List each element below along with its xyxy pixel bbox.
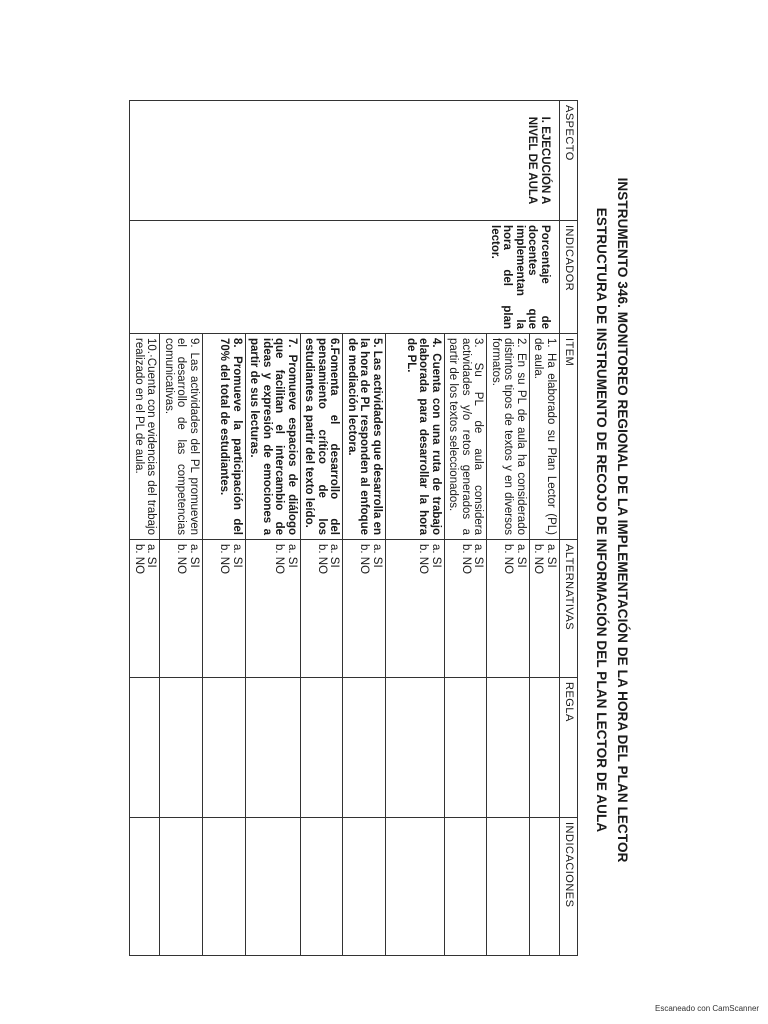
item-text: 6.Fomenta el desarrollo del pensamiento crítico de los estudiantes a partir del texto leído.	[301, 334, 344, 540]
regla-cell	[301, 678, 344, 818]
alternatives-cell	[246, 540, 301, 678]
alternatives-cell	[301, 540, 344, 678]
header-aspecto: ASPECTO	[560, 101, 578, 221]
regla-cell	[160, 678, 203, 818]
monitoring-table	[130, 100, 579, 956]
aspecto-cell: I. EJECUCIÓN A NIVEL DE AULA	[130, 101, 560, 221]
indicaciones-cell	[487, 818, 530, 956]
indicaciones-cell	[530, 818, 560, 956]
regla-cell	[246, 678, 301, 818]
option-b: b. NO	[175, 544, 188, 575]
item-text: 2. En su PL de aula ha considerado distintos tipos de textos y en diversos formatos.	[487, 334, 530, 540]
regla-cell	[130, 678, 160, 818]
indicaciones-cell	[160, 818, 203, 956]
item-text: 3. Su PL de aula considera actividades y/o retos generados a partir de los textos seleccionados.	[445, 334, 488, 540]
option-a: a. SI	[515, 544, 527, 568]
alternatives-cell	[343, 540, 386, 678]
regla-cell	[487, 678, 530, 818]
document-title: INSTRUMENTO 346. MONITOREO REGIONAL DE LA IMPLEMENTACIÓN DE LA HORA DEL PLAN LECTOR	[615, 177, 630, 863]
header-alternativas: ALTERNATIVAS	[560, 540, 578, 678]
table-header-row	[560, 101, 578, 956]
item-text: 1. Ha elaborado su Plan Lector (PL) de aula.	[530, 334, 560, 540]
alternatives-cell	[130, 540, 160, 678]
option-b: b. NO	[502, 544, 515, 575]
indicaciones-cell	[445, 818, 488, 956]
regla-cell	[343, 678, 386, 818]
indicaciones-cell	[203, 818, 246, 956]
header-item: ITEM	[560, 334, 578, 540]
alternatives-cell	[530, 540, 560, 678]
option-b: b. NO	[532, 544, 545, 575]
alternatives-cell	[160, 540, 203, 678]
scanner-watermark: Escaneado con CamScanner	[655, 1004, 760, 1013]
regla-cell	[530, 678, 560, 818]
option-a: a. SI	[231, 544, 243, 568]
item-text: 5. Las actividades que desarrolla en la hora de PL responden al enfoque de mediación lectora.	[343, 334, 386, 540]
item-text: 7. Promueve espacios de diálogo que facilitan el intercambio de ideas y expresión de emociones a partir de sus lecturas.	[246, 334, 301, 540]
indicaciones-cell	[246, 818, 301, 956]
alternatives-cell	[386, 540, 445, 678]
table-row	[530, 101, 560, 956]
option-a: a. SI	[188, 544, 200, 568]
option-a: a. SI	[371, 544, 383, 568]
option-a: a. SI	[430, 544, 442, 568]
option-b: b. NO	[417, 544, 430, 575]
option-b: b. NO	[133, 544, 145, 575]
regla-cell	[386, 678, 445, 818]
regla-cell	[203, 678, 246, 818]
option-a: a. SI	[472, 544, 485, 568]
option-a: a. SI	[145, 544, 158, 568]
header-regla: REGLA	[560, 678, 578, 818]
alternatives-cell	[487, 540, 530, 678]
alternatives-cell	[203, 540, 246, 678]
header-indicaciones: INDICACIONES	[560, 818, 578, 956]
indicaciones-cell	[386, 818, 445, 956]
option-a: a. SI	[328, 544, 341, 568]
option-a: a. SI	[545, 544, 557, 568]
item-text: 8. Promueve la participación del 70% del total de estudiantes.	[203, 334, 246, 540]
option-b: b. NO	[218, 544, 231, 575]
item-text: 10.·Cuenta con evidencias del trabajo realizado en el PL de aula.	[130, 334, 160, 540]
option-b: b. NO	[358, 544, 371, 575]
item-text: 4. Cuenta con una ruta de trabajo elaborada para desarrollar la hora de PL.	[386, 334, 445, 540]
item-text: 9. Las actividades del PL promueven el desarrollo de las competencias comunicativas.	[160, 334, 203, 540]
option-a: a. SI	[286, 544, 298, 568]
header-indicador: INDICADOR	[560, 221, 578, 334]
indicaciones-cell	[130, 818, 160, 956]
option-b: b. NO	[316, 544, 328, 575]
indicaciones-cell	[301, 818, 344, 956]
indicador-cell: Porcentaje de docentes que implementan la hora del plan lector.	[130, 221, 560, 334]
option-b: b. NO	[460, 544, 472, 575]
indicaciones-cell	[343, 818, 386, 956]
scanned-document	[88, 40, 648, 1000]
alternatives-cell	[445, 540, 488, 678]
option-b: b. NO	[273, 544, 286, 575]
document-subtitle: ESTRUCTURA DE INSTRUMENTO DE RECOJO DE INFORMACIÓN DEL PLAN LECTOR DE AULA	[594, 207, 609, 833]
regla-cell	[445, 678, 488, 818]
